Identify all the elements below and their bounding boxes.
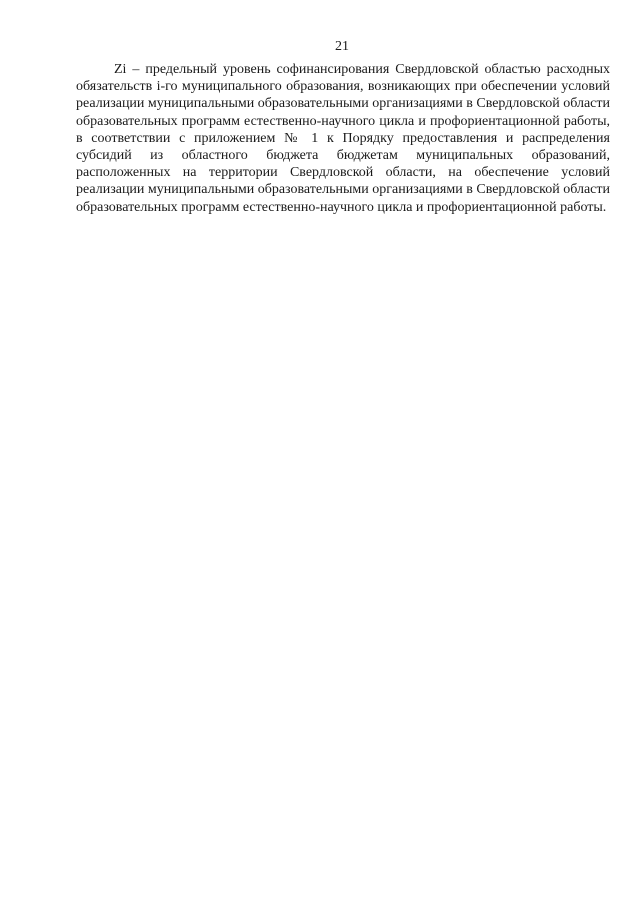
body-paragraph: Zi – предельный уровень софинансирования Свердловской областью расходных обязательств i-го муниципального образования, возникающих при обеспечении условий реализации муниципальными образовательными организациями в Свердловской области образовательных программ естественно-научного цикла и профориентационной работы, в соответствии с приложением № 1 к Порядку предоставления и распределения субсидий из областного бюджета бюджетам муниципальных образований, расположенных на территории Свердловской области, на обеспечение условий реализации муниципальными образовательными организациями в Свердловской области образовательных программ естественно-научного цикла и профориентационной работы. <box>76 62 610 215</box>
page-number: 21 <box>335 39 349 54</box>
